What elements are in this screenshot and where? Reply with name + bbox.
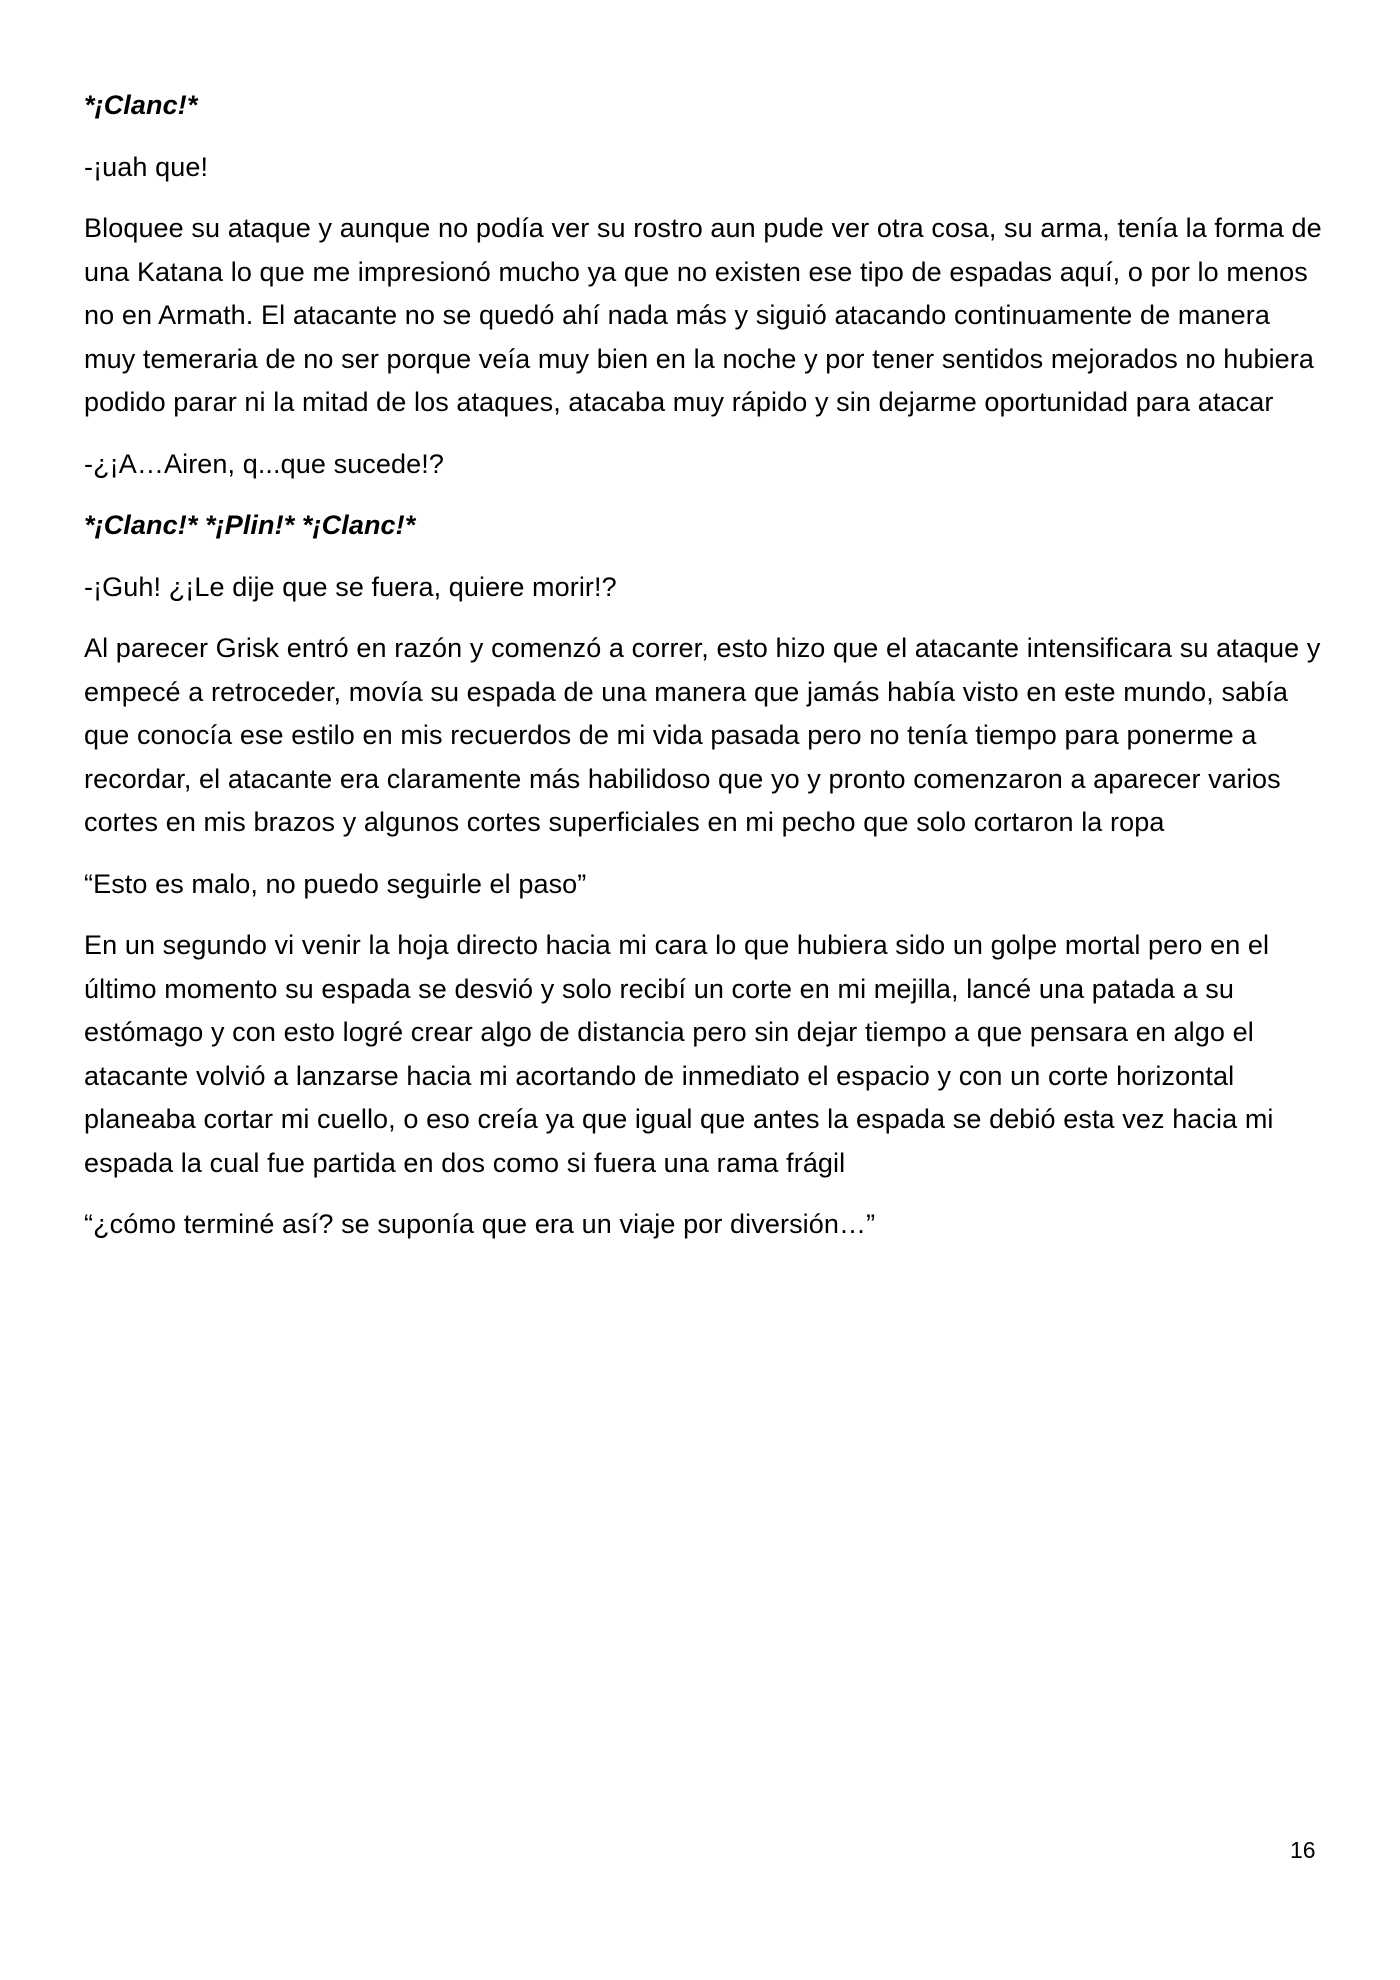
dialogue-guh: -¡Guh! ¿¡Le dije que se fuera, quiere morir!?: [84, 571, 617, 602]
dialogue-uah-que: -¡uah que!: [84, 151, 209, 182]
narrative-paragraph-grisk: Al parecer Grisk entró en razón y comenzó a correr, esto hizo que el atacante intensificara su ataque y empecé a retroceder, movía su espada de una manera que jamás había visto en este mundo, sabía que conocía ese estilo en mis recuerdos de mi vida pasada pero no tenía tiempo para ponerme a recordar, el atacante era claramente más habilidoso que yo y pronto comenzaron a aparecer varios cortes en mis brazos y algunos cortes superficiales en mi pecho que solo cortaron la ropa: [84, 633, 1321, 837]
page-number: 16: [1290, 1837, 1316, 1863]
sound-effect-clanc: *¡Clanc!*: [84, 90, 198, 120]
thought-esto-es-malo: “Esto es malo, no puedo seguirle el paso”: [84, 868, 587, 899]
narrative-paragraph-segundo: En un segundo vi venir la hoja directo hacia mi cara lo que hubiera sido un golpe mortal pero en el último momento su espada se desvió y solo recibí un corte en mi mejilla, lancé una patada a su estómago y con esto logré crear algo de distancia pero sin dejar tiempo a que pensara en algo el atacante volvió a lanzarse hacia mi acortando de inmediato el espacio y con un corte horizontal planeaba cortar mi cuello, o eso creía ya que igual que antes la espada se debió esta vez hacia mi espada la cual fue partida en dos como si fuera una rama frágil: [84, 930, 1274, 1178]
dialogue-airen: -¿¡A…Airen, q...que sucede!?: [84, 448, 444, 479]
page-body: [84, 84, 1324, 1265]
thought-como-termine: “¿cómo terminé así? se suponía que era un viaje por diversión…”: [84, 1209, 876, 1239]
sound-effect-clanc-plin: *¡Clanc!* *¡Plin!* *¡Clanc!*: [84, 510, 416, 540]
narrative-paragraph-block: Bloquee su ataque y aunque no podía ver su rostro aun pude ver otra cosa, su arma, tenía la forma de una Katana lo que me impresionó mucho ya que no existen ese tipo de espadas aquí, o por lo menos no en Armath. El atacante no se quedó ahí nada más y siguió atacando continuamente de manera muy temeraria de no ser porque veía muy bien en la noche y por tener sentidos mejorados no hubiera podido parar ni la mitad de los ataques, atacaba muy rápido y sin dejarme oportunidad para atacar: [84, 213, 1322, 417]
